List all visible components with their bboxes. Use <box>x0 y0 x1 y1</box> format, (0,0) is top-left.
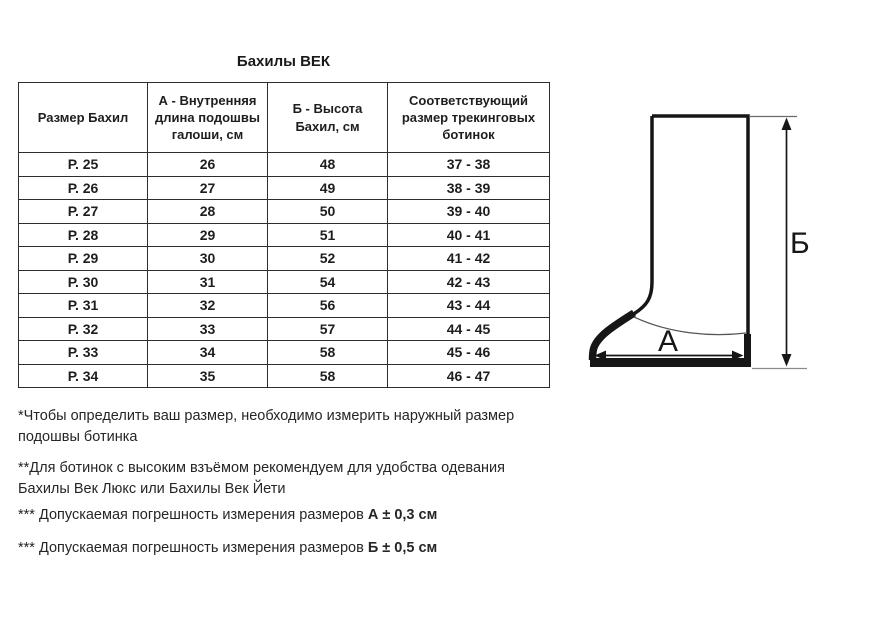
footnote-tolerance-b <box>18 538 578 559</box>
cell-size: Р. 28 <box>19 223 148 247</box>
cell-boots: 45 - 46 <box>388 341 550 365</box>
table-row <box>19 223 550 247</box>
cell-b: 49 <box>268 176 388 200</box>
cell-size: Р. 29 <box>19 247 148 271</box>
footnote-line: *Чтобы определить ваш размер, необходимо измерить наружный размер <box>18 408 515 424</box>
header-height: Б - Высота Бахил, см <box>268 83 388 153</box>
cell-a: 32 <box>148 294 268 318</box>
page-title: Бахилы ВЕК <box>236 53 331 70</box>
cell-size: Р. 25 <box>19 153 148 177</box>
footnote-tolerance-a-value: А ± 0,3 см <box>367 507 438 523</box>
dimension-b-label: Б <box>790 227 810 260</box>
cell-a: 31 <box>148 270 268 294</box>
cell-b: 50 <box>268 200 388 224</box>
cell-size: Р. 34 <box>19 364 148 388</box>
cell-a: 29 <box>148 223 268 247</box>
cell-b: 51 <box>268 223 388 247</box>
table-row <box>19 153 550 177</box>
size-table-header <box>19 83 550 153</box>
footnote-text: *** Допускаемая погрешность измерения размеров <box>18 507 364 523</box>
cell-a: 33 <box>148 317 268 341</box>
header-row <box>19 83 550 153</box>
boot-heel <box>593 313 635 360</box>
footnote-high-instep <box>18 458 578 500</box>
cell-b: 58 <box>268 341 388 365</box>
cell-b: 48 <box>268 153 388 177</box>
cell-b: 57 <box>268 317 388 341</box>
cell-boots: 43 - 44 <box>388 294 550 318</box>
cell-a: 28 <box>148 200 268 224</box>
cell-boots: 39 - 40 <box>388 200 550 224</box>
footnote-line: Бахилы Век Люкс или Бахилы Век Йети <box>18 481 286 497</box>
cell-b: 54 <box>268 270 388 294</box>
table-row <box>19 200 550 224</box>
cell-boots: 37 - 38 <box>388 153 550 177</box>
galosh-edge-line <box>634 317 746 335</box>
footnote-measure <box>18 406 578 448</box>
size-table <box>18 82 550 388</box>
cell-size: Р. 33 <box>19 341 148 365</box>
cell-size: Р. 31 <box>19 294 148 318</box>
table-row <box>19 176 550 200</box>
cell-b: 52 <box>268 247 388 271</box>
cell-boots: 42 - 43 <box>388 270 550 294</box>
table-row <box>19 341 550 365</box>
cell-size: Р. 26 <box>19 176 148 200</box>
dimension-a-label: А <box>657 325 679 358</box>
cell-boots: 44 - 45 <box>388 317 550 341</box>
cell-boots: 46 - 47 <box>388 364 550 388</box>
header-boot-size: Соответствующий размер трекинговых ботинок <box>388 83 550 153</box>
cell-size: Р. 32 <box>19 317 148 341</box>
cell-size: Р. 27 <box>19 200 148 224</box>
cell-boots: 38 - 39 <box>388 176 550 200</box>
cell-size: Р. 30 <box>19 270 148 294</box>
footnote-text: *** Допускаемая погрешность измерения размеров <box>18 540 364 556</box>
cell-a: 35 <box>148 364 268 388</box>
boot-outline <box>652 116 748 336</box>
table-row <box>19 317 550 341</box>
cell-a: 27 <box>148 176 268 200</box>
cell-boots: 41 - 42 <box>388 247 550 271</box>
cell-b: 58 <box>268 364 388 388</box>
footnote-line: подошвы ботинка <box>18 429 138 445</box>
cell-a: 26 <box>148 153 268 177</box>
table-row <box>19 364 550 388</box>
table-row <box>19 294 550 318</box>
header-size: Размер Бахил <box>19 83 148 153</box>
footnote-tolerance-a <box>18 505 578 526</box>
cell-a: 30 <box>148 247 268 271</box>
footnote-tolerance-b-value: Б ± 0,5 см <box>367 540 438 556</box>
boot-left-edge <box>632 116 652 315</box>
cell-a: 34 <box>148 341 268 365</box>
header-sole-length: А - Внутренняя длина подошвы галоши, см <box>148 83 268 153</box>
cell-boots: 40 - 41 <box>388 223 550 247</box>
boot-diagram <box>570 90 875 390</box>
footnote-line: **Для ботинок с высоким взъёмом рекомендуем для удобства одевания <box>18 460 505 476</box>
table-row <box>19 270 550 294</box>
table-row <box>19 247 550 271</box>
cell-b: 56 <box>268 294 388 318</box>
